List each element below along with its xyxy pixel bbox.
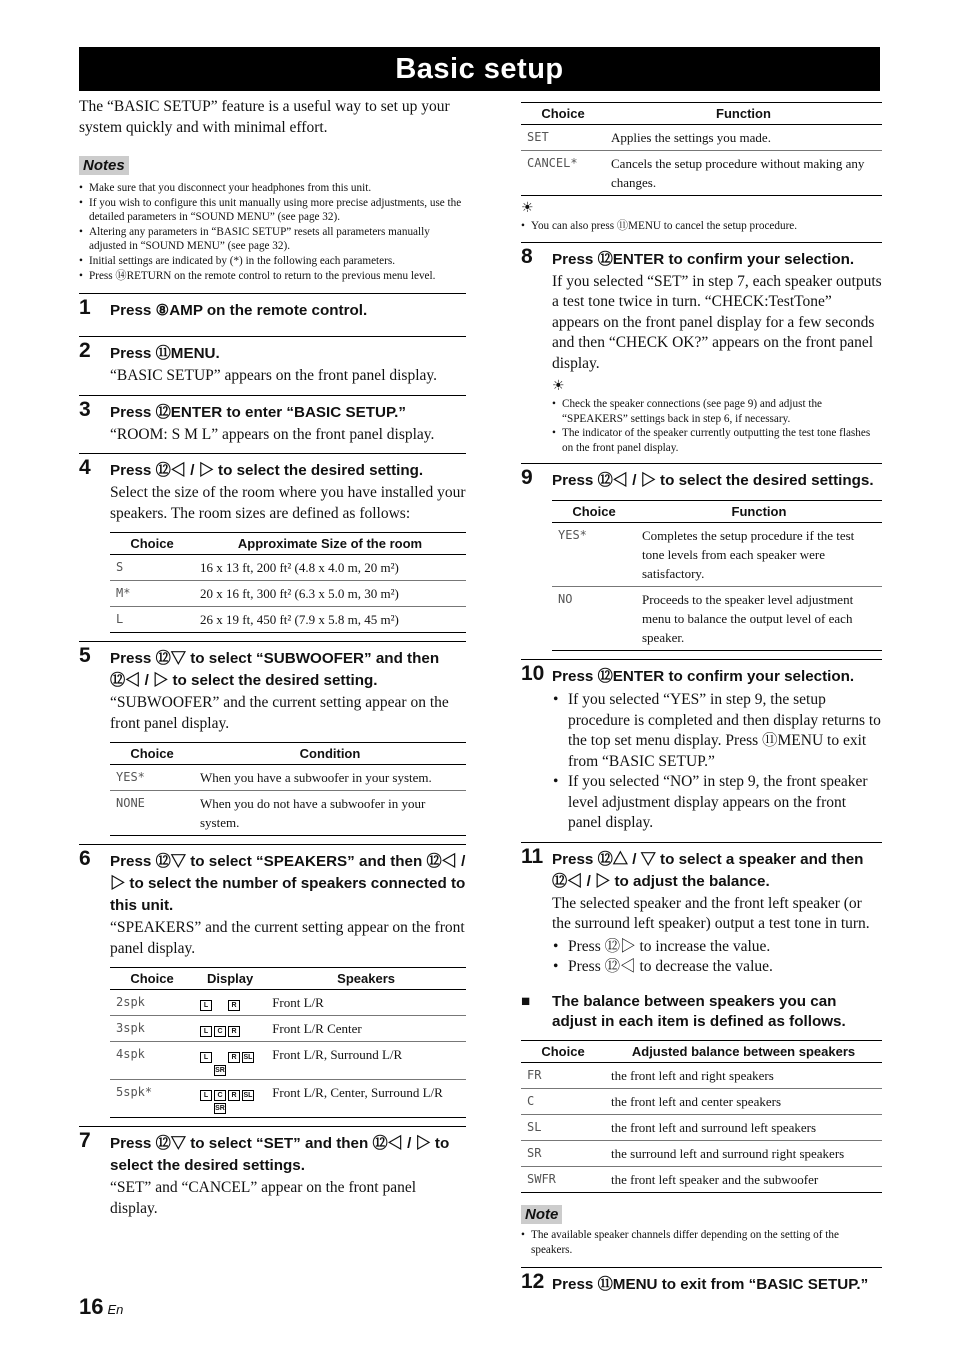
choice-cell: YES* — [110, 765, 194, 791]
tip-item: • The indicator of the speaker currently outputting the test tone flashes on the front panel display. — [562, 426, 882, 455]
step-desc: Select the size of the room where you have installed your speakers. The room sizes are defined as follows: — [110, 484, 466, 522]
speaker-display-icon: L R — [194, 990, 266, 1016]
choice-cell: SWFR — [521, 1166, 605, 1192]
step-number: 6 — [79, 847, 91, 871]
step-desc: “SUBWOOFER” and the current setting appear on the front panel display. — [110, 694, 449, 732]
note-list — [521, 1228, 882, 1257]
subwoofer-table — [110, 742, 466, 836]
value-cell: 16 x 13 ft, 200 ft² (4.8 x 4.0 m, 20 m²) — [194, 555, 466, 581]
choice-cell: SL — [521, 1114, 605, 1140]
table-row — [521, 151, 882, 196]
step-title: Press ⑫ENTER to confirm your selection. — [552, 668, 855, 686]
column-header: Choice — [110, 533, 194, 555]
table-row — [110, 791, 466, 836]
step-number: 4 — [79, 456, 91, 480]
table-row — [110, 1080, 466, 1118]
step-desc: If you selected “SET” in step 7, each speaker outputs a test tone twice in turn. “CHECK:TestTone” appears on the front panel display for a few seconds and then “CHECK OK?” appears on the front panel display. — [552, 272, 882, 372]
step-desc: “ROOM: S M L” appears on the front panel display. — [110, 425, 435, 443]
left-column — [79, 97, 466, 1219]
step-desc: “SPEAKERS” and the current setting appear on the front panel display. — [110, 919, 465, 957]
note-item: • If you wish to configure this unit manually using more precise adjustments, use the detailed parameters in “SOUND MENU” (see page 32). — [89, 196, 466, 225]
table-row — [521, 1062, 882, 1088]
table-row — [110, 1016, 466, 1042]
value-cell: the surround left and surround right speakers — [605, 1140, 882, 1166]
room-size-table — [110, 532, 466, 633]
step-7 — [79, 1126, 466, 1219]
choice-cell: NO — [552, 587, 636, 651]
step-number: 7 — [79, 1129, 91, 1153]
step-6 — [79, 844, 466, 1118]
step-title: Press ⑫◁ / ▷ to select the desired setting. — [110, 462, 424, 480]
table-row — [521, 125, 882, 151]
confirm-table — [552, 500, 882, 651]
choice-cell: FR — [521, 1062, 605, 1088]
step-title: Press ⑫ENTER to confirm your selection. — [552, 250, 855, 268]
speaker-display-icon: L C R — [194, 1016, 266, 1042]
choice-cell: 2spk — [110, 990, 194, 1016]
right-column — [521, 102, 882, 1296]
step-5 — [79, 641, 466, 836]
square-bullet-icon: ■ — [521, 992, 531, 1010]
step-desc: “BASIC SETUP” appears on the front panel display. — [110, 367, 438, 385]
table-row — [552, 587, 882, 651]
column-header: Choice — [110, 743, 194, 765]
step-number: 12 — [521, 1270, 545, 1294]
tip-icon: ☀ — [552, 379, 565, 395]
note-item: • Make sure that you disconnect your headphones from this unit. — [89, 181, 466, 196]
step-title: Press ⑧AMP on the remote control. — [110, 302, 368, 320]
speaker-display-icon: L R SL SR — [194, 1042, 266, 1080]
column-header: Display — [194, 968, 266, 990]
column-header: Function — [605, 103, 882, 125]
speakers-table — [110, 967, 466, 1118]
value-cell: Proceeds to the speaker level adjustment menu to balance the output level of each speaker. — [636, 587, 882, 651]
page-title: Basic setup — [79, 47, 880, 91]
choice-cell: S — [110, 555, 194, 581]
value-cell: the front left and right speakers — [605, 1062, 882, 1088]
step-title: Press ⑫▽ to select “SPEAKERS” and then ⑫◁ / ▷ to select the number of speakers connected to this unit. — [110, 853, 466, 915]
step-10 — [521, 659, 882, 834]
step-title: Press ⑫▽ to select “SUBWOOFER” and then ⑫◁ / ▷ to select the desired setting. — [110, 650, 440, 690]
choice-cell: C — [521, 1088, 605, 1114]
step-desc: “SET” and “CANCEL” appear on the front panel display. — [110, 1179, 417, 1217]
tip-item: • Check the speaker connections (see page 9) and adjust the “SPEAKERS” settings back in step 6, if necessary. — [562, 397, 882, 426]
step-number: 11 — [521, 844, 544, 868]
balance-heading-text: The balance between speakers you can adjust in each item is defined as follows. — [552, 992, 846, 1030]
value-cell: 20 x 16 ft, 300 ft² (6.3 x 5.0 m, 30 m²) — [194, 581, 466, 607]
step-desc: The selected speaker and the front left speaker (or the surround left speaker) output a test tone in turn. — [552, 894, 870, 933]
column-header: Function — [636, 501, 882, 523]
value-cell: Front L/R Center — [266, 1016, 466, 1042]
tip-icon: ☀ — [521, 201, 534, 216]
column-header: Speakers — [266, 968, 466, 990]
balance-heading — [521, 992, 882, 1032]
speaker-display-icon: L C R SL SR — [194, 1080, 266, 1118]
choice-cell: YES* — [552, 523, 636, 587]
step-8 — [521, 242, 882, 456]
step-number: 9 — [521, 466, 533, 490]
choice-cell: L — [110, 607, 194, 633]
value-cell: Front L/R, Center, Surround L/R — [266, 1080, 466, 1118]
set-cancel-table — [521, 102, 882, 196]
step-number: 8 — [521, 244, 533, 268]
table-row — [110, 607, 466, 633]
note-item: • Altering any parameters in “BASIC SETUP” resets all parameters manually adjusted in “SOUND MENU” (see page 32). — [89, 225, 466, 254]
value-cell: 26 x 19 ft, 450 ft² (7.9 x 5.8 m, 45 m²) — [194, 607, 466, 633]
step-11 — [521, 842, 882, 978]
table-row — [110, 1042, 466, 1080]
column-header: Choice — [110, 968, 194, 990]
page-language: En — [107, 1302, 124, 1317]
step-number: 5 — [79, 644, 91, 668]
tip-list — [552, 397, 882, 455]
bullet-item: • If you selected “YES” in step 9, the setup procedure is completed and then display returns to the top set menu display. Press ⑪MENU to exit from “BASIC SETUP.” — [552, 690, 882, 772]
value-cell: Completes the setup procedure if the test tone levels from each speaker were satisfactory. — [636, 523, 882, 587]
value-cell: the front left speaker and the subwoofer — [605, 1166, 882, 1192]
table-row — [521, 1088, 882, 1114]
note-item: • Press ⑭RETURN on the remote control to return to the previous menu level. — [89, 269, 466, 284]
column-header: Choice — [552, 501, 636, 523]
step-4 — [79, 453, 466, 633]
step-number: 1 — [79, 296, 91, 320]
value-cell: Applies the settings you made. — [605, 125, 882, 151]
page-number — [79, 1294, 123, 1320]
step-number: 3 — [79, 397, 91, 421]
value-cell: When you do not have a subwoofer in your system. — [194, 791, 466, 836]
column-header: Adjusted balance between speakers — [605, 1040, 882, 1062]
bullet-item: • Press ⑫▷ to increase the value. — [552, 937, 882, 958]
step-title: Press ⑪MENU to exit from “BASIC SETUP.” — [552, 1276, 869, 1294]
step-number: 10 — [521, 662, 545, 686]
step-bullets — [552, 937, 882, 978]
choice-cell: SET — [521, 125, 605, 151]
notes-label: Notes — [79, 156, 129, 175]
step-1 — [79, 293, 466, 322]
tip-list — [521, 219, 882, 234]
note-item: • Initial settings are indicated by (*) in the following each parameters. — [89, 254, 466, 269]
tip-item: • You can also press ⑪MENU to cancel the setup procedure. — [531, 219, 882, 234]
value-cell: the front left and surround left speakers — [605, 1114, 882, 1140]
intro-text: The “BASIC SETUP” feature is a useful way to set up your system quickly and with minimal effort. — [79, 98, 450, 136]
bullet-item: • Press ⑫◁ to decrease the value. — [552, 957, 882, 978]
table-row — [521, 1114, 882, 1140]
step-bullets — [552, 690, 882, 834]
step-title: Press ⑫▽ to select “SET” and then ⑫◁ / ▷ to select the desired settings. — [110, 1135, 450, 1175]
value-cell: Front L/R, Surround L/R — [266, 1042, 466, 1080]
table-row — [521, 1140, 882, 1166]
step-title: Press ⑪MENU. — [110, 345, 220, 363]
choice-cell: SR — [521, 1140, 605, 1166]
table-row — [110, 765, 466, 791]
choice-cell: CANCEL* — [521, 151, 605, 196]
value-cell: Cancels the setup procedure without making any changes. — [605, 151, 882, 196]
value-cell: When you have a subwoofer in your system. — [194, 765, 466, 791]
table-row — [110, 555, 466, 581]
bullet-item: • If you selected “NO” in step 9, the front speaker level adjustment display appears on the front panel display. — [552, 772, 882, 834]
page-number-value: 16 — [79, 1294, 104, 1319]
choice-cell: NONE — [110, 791, 194, 836]
choice-cell: 5spk* — [110, 1080, 194, 1118]
column-header: Choice — [521, 103, 605, 125]
choice-cell: M* — [110, 581, 194, 607]
note-item: • The available speaker channels differ depending on the setting of the speakers. — [531, 1228, 882, 1257]
column-header: Choice — [521, 1040, 605, 1062]
step-2 — [79, 336, 466, 387]
table-row — [521, 1166, 882, 1192]
step-3 — [79, 395, 466, 446]
step-title: Press ⑫◁ / ▷ to select the desired settings. — [552, 472, 874, 490]
balance-table — [521, 1040, 882, 1193]
step-12 — [521, 1267, 882, 1296]
step-title: Press ⑫△ / ▽ to select a speaker and then ⑫◁ / ▷ to adjust the balance. — [552, 850, 864, 890]
choice-cell: 4spk — [110, 1042, 194, 1080]
step-title: Press ⑫ENTER to enter “BASIC SETUP.” — [110, 403, 406, 421]
table-row — [110, 581, 466, 607]
note-label: Note — [521, 1205, 562, 1224]
column-header: Condition — [194, 743, 466, 765]
column-header: Approximate Size of the room — [194, 533, 466, 555]
table-row — [552, 523, 882, 587]
value-cell: Front L/R — [266, 990, 466, 1016]
step-9 — [521, 463, 882, 651]
step-number: 2 — [79, 339, 91, 363]
notes-list — [79, 181, 466, 283]
value-cell: the front left and center speakers — [605, 1088, 882, 1114]
choice-cell: 3spk — [110, 1016, 194, 1042]
table-row — [110, 990, 466, 1016]
